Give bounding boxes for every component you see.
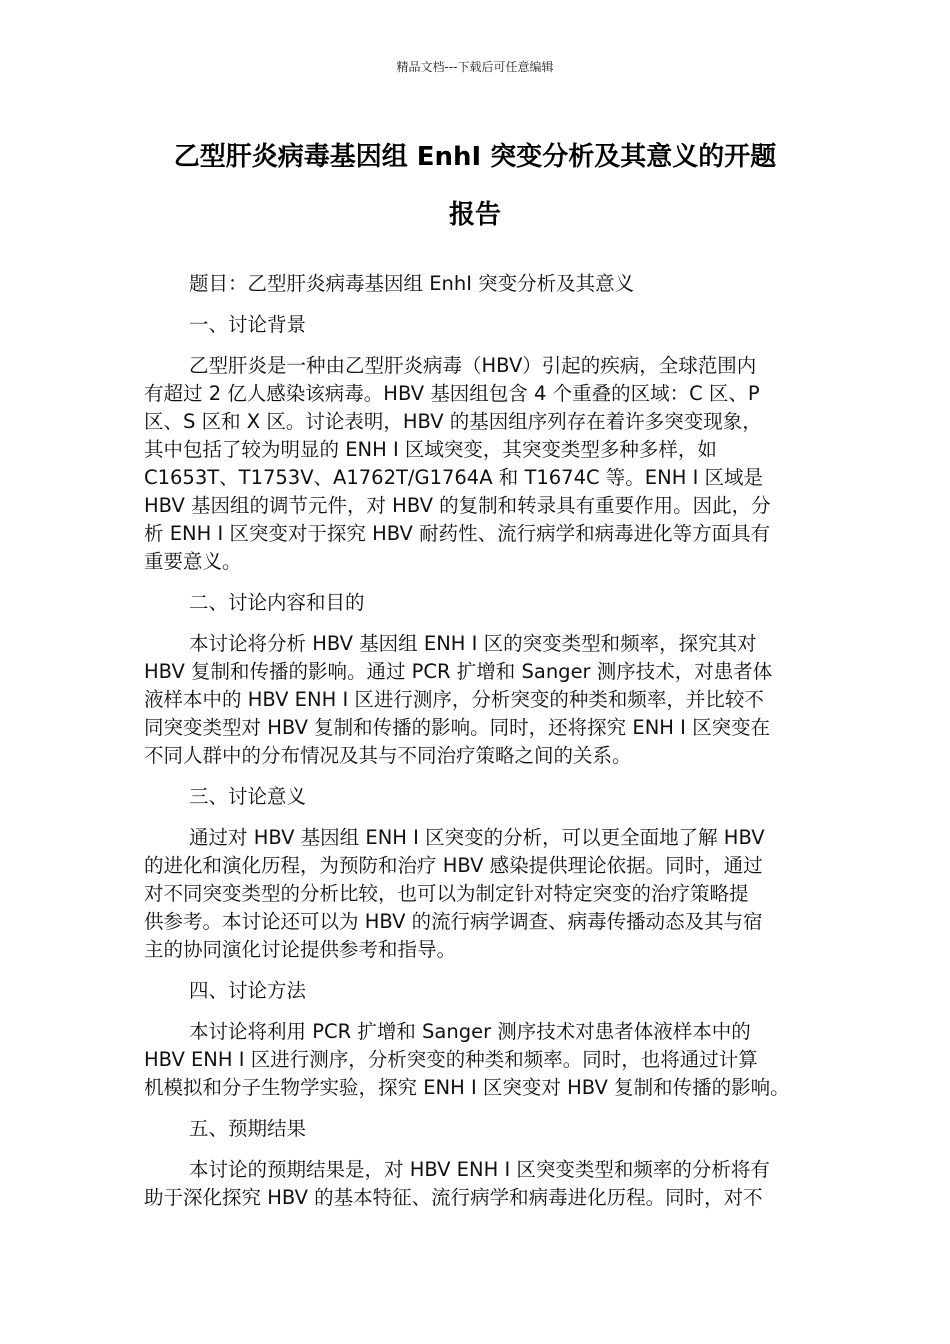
paragraph-line: 液样本中的 HBV ENH I 区进行测序，分析突变的种类和频率，并比较不: [144, 688, 764, 711]
paragraph-line: C1653T、T1753V、A1762T/G1764A 和 T1674C 等。ENH I 区域是: [144, 466, 764, 489]
title-line-1: 乙型肝炎病毒基因组 EnhI 突变分析及其意义的开题: [173, 142, 777, 172]
paragraph-line: 助于深化探究 HBV 的基本特征、流行病学和病毒进化历程。同时，对不: [144, 1186, 763, 1209]
paragraph-line: HBV 基因组的调节元件，对 HBV 的复制和转录具有重要作用。因此，分: [144, 494, 771, 517]
section: [144, 311, 810, 576]
title-line-2: 报告: [448, 200, 501, 230]
paragraph-line: 主的协同演化讨论提供参考和指导。: [144, 938, 457, 961]
paragraph-line: 乙型肝炎是一种由乙型肝炎病毒（HBV）引起的疾病，全球范围内: [189, 354, 757, 377]
section-heading: 二、讨论内容和目的: [189, 591, 365, 614]
paragraph-line: 供参考。本讨论还可以为 HBV 的流行病学调查、病毒传播动态及其与宿: [144, 910, 763, 933]
paragraph-line: 同突变类型对 HBV 复制和传播的影响。同时，还将探究 ENH I 区突变在: [144, 716, 771, 739]
section-paragraph: [144, 824, 810, 964]
section-paragraph: [144, 1018, 810, 1102]
section-paragraph: [144, 352, 810, 576]
paragraph-line: 对不同突变类型的分析比较，也可以为制定针对特定突变的治疗策略提: [144, 882, 749, 905]
paragraph-line: HBV ENH I 区进行测序，分析突变的种类和频率。同时，也将通过计算: [144, 1048, 758, 1071]
paragraph-line: 不同人群中的分布情况及其与不同治疗策略之间的关系。: [144, 744, 632, 767]
paragraph-line: 有超过 2 亿人感染该病毒。HBV 基因组包含 4 个重叠的区域：C 区、P: [144, 382, 760, 405]
section-heading: 一、讨论背景: [189, 313, 307, 336]
document-title: [140, 128, 810, 244]
paragraph-line: 的进化和演化历程，为预防和治疗 HBV 感染提供理论依据。同时，通过: [144, 854, 763, 877]
paragraph-line: 通过对 HBV 基因组 ENH I 区突变的分析，可以更全面地了解 HBV: [189, 826, 765, 849]
section: [144, 1115, 810, 1212]
section: [144, 783, 810, 964]
paragraph-line: 重要意义。: [144, 550, 242, 573]
paragraph-line: HBV 复制和传播的影响。通过 PCR 扩增和 Sanger 测序技术，对患者体: [144, 660, 773, 683]
section-paragraph: [144, 1156, 810, 1212]
section-paragraph: [144, 630, 810, 770]
paragraph-line: 其中包括了较为明显的 ENH I 区域突变，其突变类型多种多样，如: [144, 438, 717, 461]
paragraph-line: 本讨论将分析 HBV 基因组 ENH I 区的突变类型和频率，探究其对: [189, 632, 757, 655]
paragraph-line: 本讨论的预期结果是，对 HBV ENH I 区突变类型和频率的分析将有: [189, 1158, 770, 1181]
paragraph-line: 机模拟和分子生物学实验，探究 ENH I 区突变对 HBV 复制和传播的影响。: [144, 1076, 790, 1099]
document-body: [144, 270, 810, 1212]
paragraph-line: 区、S 区和 X 区。讨论表明，HBV 的基因组序列存在着许多突变现象，: [144, 410, 762, 433]
section: [144, 977, 810, 1102]
section-heading: 四、讨论方法: [189, 979, 307, 1002]
section-heading: 五、预期结果: [189, 1117, 307, 1140]
paragraph-line: 析 ENH I 区突变对于探究 HBV 耐药性、流行病学和病毒进化等方面具有: [144, 522, 771, 545]
section-heading: 三、讨论意义: [189, 785, 307, 808]
section: [144, 589, 810, 770]
sections-container: [144, 311, 810, 1212]
header-note: 精品文档---下载后可任意编辑: [396, 60, 554, 74]
subject-line: 题目：乙型肝炎病毒基因组 EnhI 突变分析及其意义: [189, 272, 635, 295]
paragraph-line: 本讨论将利用 PCR 扩增和 Sanger 测序技术对患者体液样本中的: [189, 1020, 751, 1043]
